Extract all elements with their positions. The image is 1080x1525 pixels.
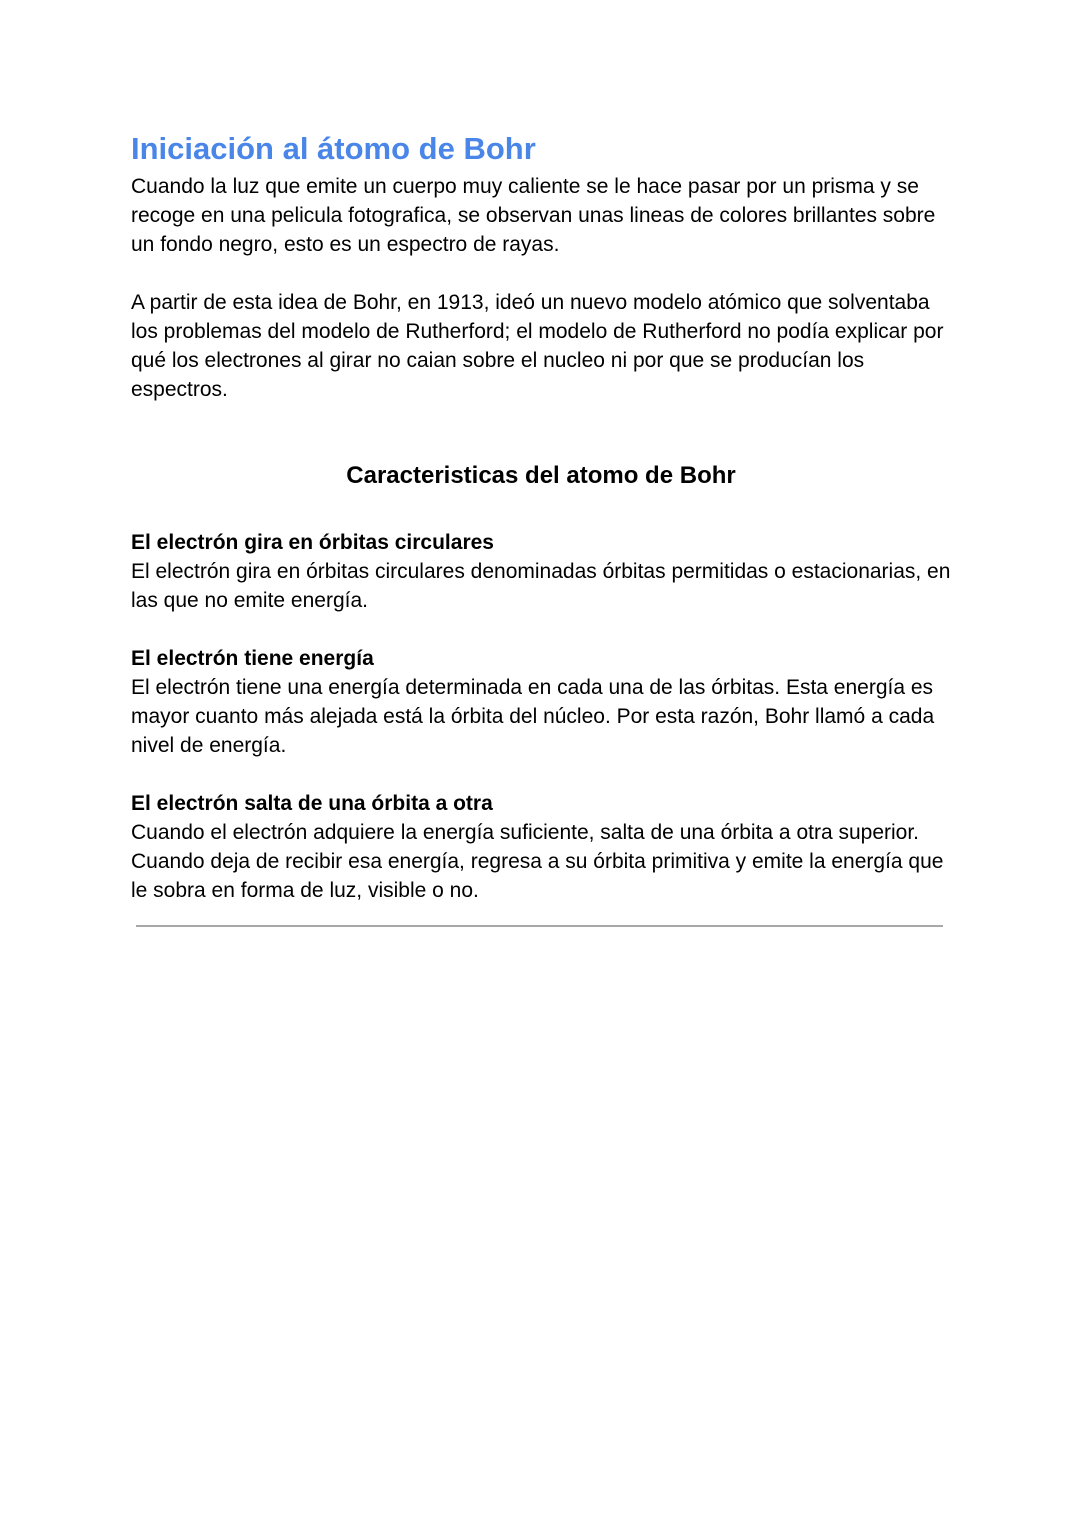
document-page xyxy=(131,128,951,905)
characteristic-body: El electrón gira en órbitas circulares denominadas órbitas permitidas o estacionarias, en las que no emite energía. xyxy=(131,560,951,612)
section-subtitle: Caracteristicas del atomo de Bohr xyxy=(346,462,736,489)
characteristic-body: Cuando el electrón adquiere la energía suficiente, salta de una órbita a otra superior. Cuando deja de recibir esa energía, regresa a su órbita primitiva y emite la energía que le sobra en forma de luz, visible o no. xyxy=(131,821,944,902)
characteristic-item xyxy=(131,789,951,905)
document-title: Iniciación al átomo de Bohr xyxy=(131,131,536,166)
intro-paragraph: A partir de esta idea de Bohr, en 1913, ideó un nuevo modelo atómico que solventaba los problemas del modelo de Rutherford; el modelo de Rutherford no podía explicar por qué los electrones al girar no caian sobre el nucleo ni por que se producían los espectros. xyxy=(131,291,944,401)
horizontal-divider xyxy=(136,925,943,927)
intro-paragraph: Cuando la luz que emite un cuerpo muy caliente se le hace pasar por un prisma y se recoge en una pelicula fotografica, se observan unas lineas de colores brillantes sobre un fondo negro, esto es un espectro de rayas. xyxy=(131,175,936,256)
characteristic-item xyxy=(131,528,951,615)
characteristic-heading: El electrón tiene energía xyxy=(131,647,374,670)
characteristic-heading: El electrón salta de una órbita a otra xyxy=(131,792,493,815)
characteristic-body: El electrón tiene una energía determinada en cada una de las órbitas. Esta energía es mayor cuanto más alejada está la órbita del núcleo. Por esta razón, Bohr llamó a cada nivel de energía. xyxy=(131,676,935,757)
characteristic-heading: El electrón gira en órbitas circulares xyxy=(131,531,494,554)
characteristics-list xyxy=(131,528,951,905)
characteristic-item xyxy=(131,644,951,760)
intro-section xyxy=(131,172,951,404)
